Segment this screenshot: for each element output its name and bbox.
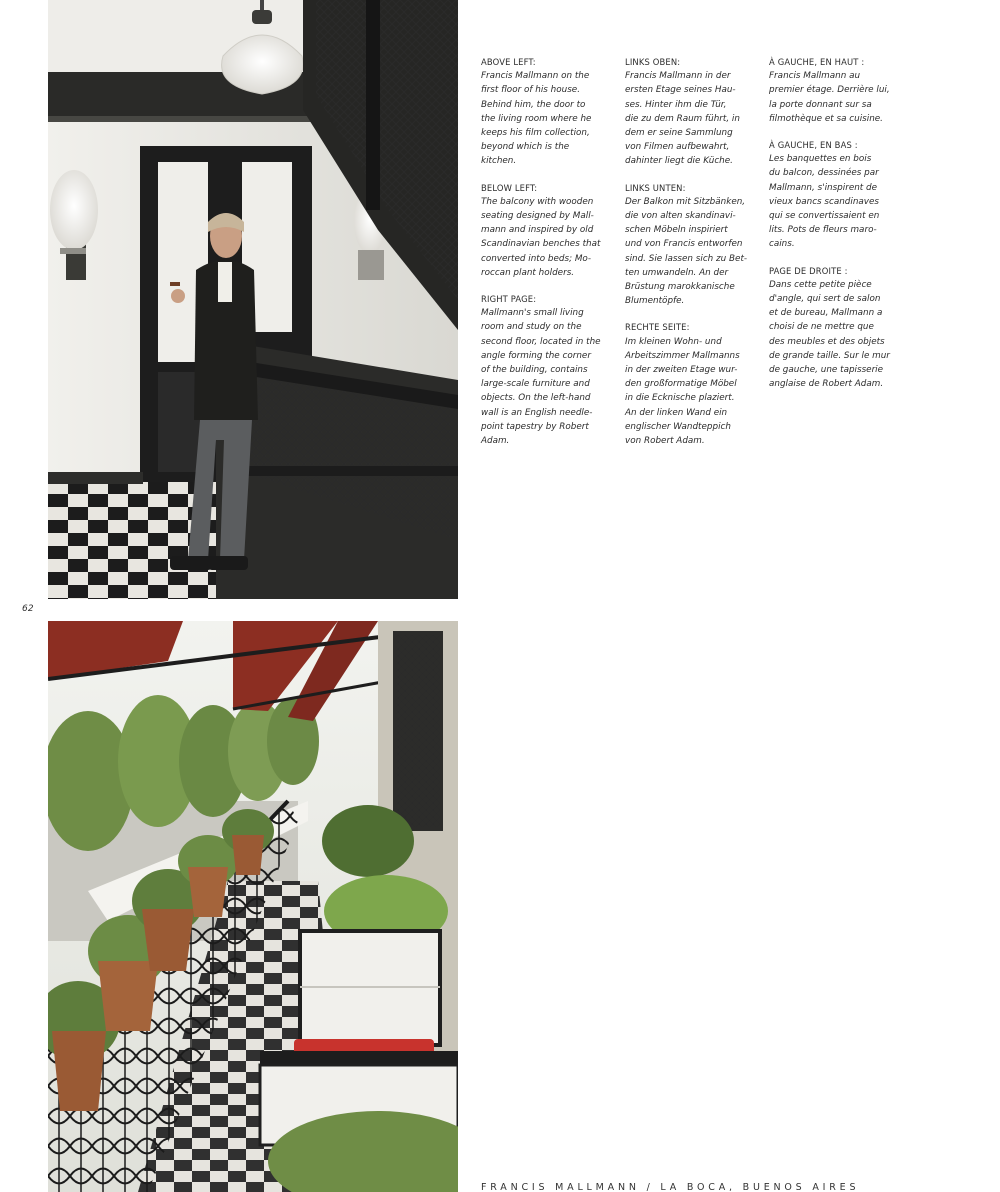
caption-text: Francis Mallmann on the first floor of his house. Behind him, the door to the living room where he keeps his film collection, beyond which is the kitchen.: [481, 71, 592, 167]
caption-links-oben: [625, 55, 760, 169]
caption-column-english: [481, 55, 616, 460]
caption-rechte-seite: [625, 320, 760, 448]
caption-text: Der Balkon mit Sitzbänken, die von alten skandinavi- schen Möbeln inspiriert und von Francis entworfen sind. Sie lassen sich zu Bet- ten umwandeln. An der Brüstung marokkanische Blumentöpfe.: [625, 196, 748, 307]
photo-man-on-landing-illustration: [48, 0, 458, 599]
caption-page-de-droite: [769, 264, 904, 392]
caption-a-gauche-en-bas: [769, 138, 904, 252]
photo-balcony-with-plants: [48, 621, 458, 1192]
caption-text: Les banquettes en bois du balcon, dessinées par Mallmann, s'inspirent de vieux bancs scandinaves qui se convertissaient en lits. Pots de fleurs maro- cains.: [769, 154, 880, 250]
caption-below-left: [481, 181, 616, 280]
caption-column-german: [625, 55, 760, 460]
caption-heading: PAGE DE DROITE :: [769, 265, 848, 276]
caption-links-unten: [625, 181, 760, 309]
caption-text: The balcony with wooden seating designed by Mall- mann and inspired by old Scandinavian benches that converted into beds; Mo- roccan plant holders.: [481, 196, 601, 278]
photo-balcony-illustration: [48, 621, 458, 1192]
caption-text: Francis Mallmann in der ersten Etage seines Hau- ses. Hinter ihm die Tür, die zu dem Raum führt, in dem er seine Sammlung von Filmen aufbewahrt, dahinter liegt die Küche.: [625, 71, 740, 167]
caption-heading: RIGHT PAGE:: [481, 294, 537, 305]
caption-heading: BELOW LEFT:: [481, 182, 538, 193]
caption-text: Im kleinen Wohn- und Arbeitszimmer Mallmanns in der zweiten Etage wur- den großformatige Möbel in die Ecknische plaziert. An der linken Wand ein englischer Wandteppich von Robert Adam.: [625, 336, 740, 447]
caption-heading: ABOVE LEFT:: [481, 57, 536, 67]
caption-heading: LINKS UNTEN:: [625, 182, 686, 193]
caption-right-page: [481, 292, 616, 448]
running-footer: FRANCIS MALLMANN / LA BOCA, BUENOS AIRES: [481, 1182, 860, 1192]
caption-heading: À GAUCHE, EN BAS :: [769, 140, 858, 151]
caption-a-gauche-en-haut: [769, 55, 904, 126]
caption-text: Mallmann's small living room and study on the second floor, located in the angle forming the corner of the building, contains large-scale furniture and objects. On the left-hand wall is an English needle- point tapestry by Robert Adam.: [481, 308, 601, 447]
photo-man-on-landing: [48, 0, 458, 599]
caption-above-left: [481, 55, 616, 169]
caption-heading: LINKS OBEN:: [625, 57, 681, 67]
caption-columns: [481, 55, 911, 475]
caption-heading: RECHTE SEITE:: [625, 322, 690, 333]
caption-text: Francis Mallmann au premier étage. Derrière lui, la porte donnant sur sa filmothèque et sa cuisine.: [769, 71, 890, 124]
page-number: 62: [22, 604, 34, 614]
caption-text: Dans cette petite pièce d'angle, qui sert de salon et de bureau, Mallmann a choisi de ne mettre que des meubles et des objets de grande taille. Sur le mur de gauche, une tapisserie anglaise de Robert Adam.: [769, 279, 890, 390]
caption-heading: À GAUCHE, EN HAUT :: [769, 57, 865, 67]
caption-column-french: [769, 55, 904, 403]
